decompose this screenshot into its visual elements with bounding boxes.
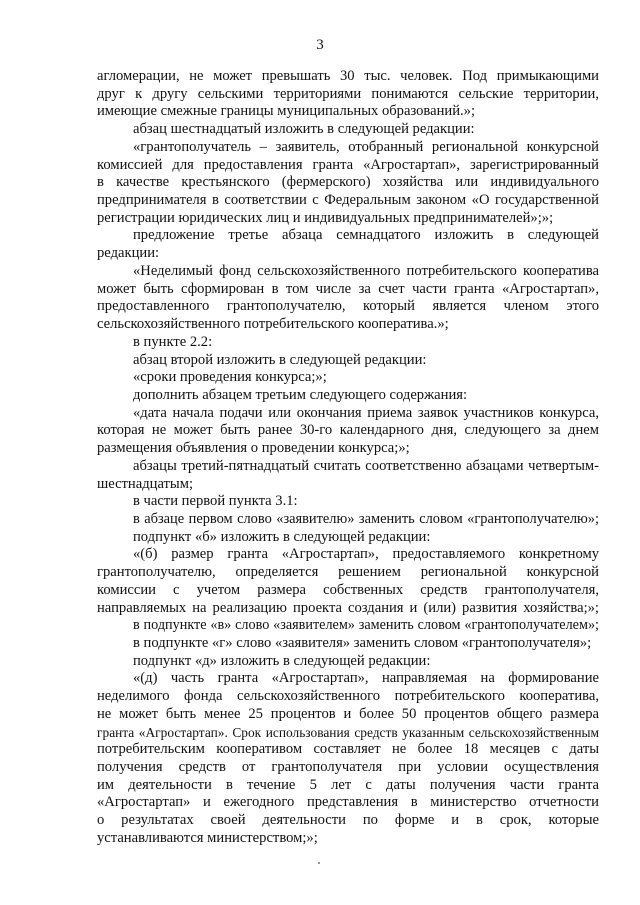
text-line: грантополучателю, определяется решением региональной конкурсной	[97, 564, 599, 581]
text-line: гранта «Агростартап». Срок использования средств указанным сельскохозяйственным	[97, 724, 599, 740]
text-line: подпункт «б» изложить в следующей редакции:	[133, 528, 431, 545]
text-line: в абзаце первом слово «заявителю» заменить словом «грантополучателю»;	[133, 510, 599, 527]
text-line: регистрации юридических лиц и индивидуальных предпринимателей»;»;	[97, 209, 554, 226]
text-line: абзацы третий-пятнадцатый считать соответственно абзацами четвертым-	[133, 457, 599, 474]
text-line: «грантополучатель – заявитель, отобранный региональной конкурсной	[133, 138, 599, 155]
text-line: сельскохозяйственного потребительского кооператива.»;	[97, 316, 449, 333]
text-line: получения средств от грантополучателя при условии осуществления	[97, 759, 599, 776]
text-line: устанавливаются министерством;»;	[97, 829, 318, 846]
text-line: дополнить абзацем третьим следующего содержания:	[133, 386, 468, 403]
text-line: в качестве крестьянского (фермерского) хозяйства или индивидуального	[97, 174, 599, 191]
text-line: неделимого фонда сельскохозяйственного потребительского кооператива,	[97, 688, 599, 705]
text-line: в подпункте «г» слово «заявителя» заменить словом «грантополучателя»;	[133, 635, 592, 651]
text-line: «(б) размер гранта «Агростартап», предоставляемого конкретному	[133, 546, 599, 563]
text-line: предпринимателя в соответствии с Федеральным законом «О государственной	[97, 192, 599, 209]
text-line: в подпункте «в» слово «заявителем» заменить словом «грантополучателем»;	[133, 617, 599, 634]
text-line: «(д) часть гранта «Агростартап», направляемая на формирование	[133, 670, 599, 687]
text-line: «дата начала подачи или окончания приема заявок участников конкурса,	[133, 404, 599, 421]
text-line: абзац шестнадцатый изложить в следующей редакции:	[133, 121, 475, 138]
text-line: не может быть менее 25 процентов и более 50 процентов общего размера	[97, 705, 599, 722]
scan-speck	[318, 862, 320, 864]
text-line: в части первой пункта 3.1:	[133, 493, 298, 510]
text-line: друг к другу сельскими территориями понимаются сельские территории,	[97, 85, 599, 102]
text-line: которая не может быть ранее 30-го календарного дня, следующего за днем	[97, 422, 599, 439]
text-line: комиссии с учетом размера собственных средств грантополучателя,	[97, 581, 599, 598]
text-line: шестнадцатым;	[97, 475, 194, 492]
document-body	[97, 68, 599, 848]
text-line: редакции:	[97, 245, 160, 262]
text-line: о результатах своей деятельности по форме и в срок, которые	[97, 812, 599, 829]
text-line: им деятельности в течение 5 лет с даты получения части гранта	[97, 776, 599, 793]
text-line: «Агростартап» и ежегодного представления в министерство отчетности	[97, 794, 599, 811]
text-line: может быть сформирован в том числе за счет части гранта «Агростартап»,	[97, 280, 599, 297]
text-line: предложение третье абзаца семнадцатого изложить в следующей	[133, 227, 599, 244]
text-line: абзац второй изложить в следующей редакции:	[133, 351, 427, 368]
text-line: подпункт «д» изложить в следующей редакции:	[133, 652, 431, 669]
text-line: «Неделимый фонд сельскохозяйственного потребительского кооператива	[133, 262, 599, 279]
page-number: 3	[316, 37, 324, 53]
text-line: предоставленного грантополучателю, который является членом этого	[97, 298, 599, 315]
text-line: направляемых на реализацию проекта создания и (или) развития хозяйства;»;	[97, 599, 599, 616]
text-line: в пункте 2.2:	[133, 333, 213, 350]
text-line: агломерации, не может превышать 30 тыс. человек. Под примыкающими	[97, 68, 599, 84]
text-line: размещения объявления о проведении конкурса;»;	[97, 440, 410, 457]
text-line: «сроки проведения конкурса;»;	[133, 369, 327, 386]
text-line: потребительским кооперативом составляет не более 18 месяцев с даты	[97, 741, 599, 758]
text-line: комиссией для предоставления гранта «Агростартап», зарегистрированный	[97, 156, 599, 173]
text-line: имеющие смежные границы муниципальных образований.»;	[97, 103, 476, 120]
